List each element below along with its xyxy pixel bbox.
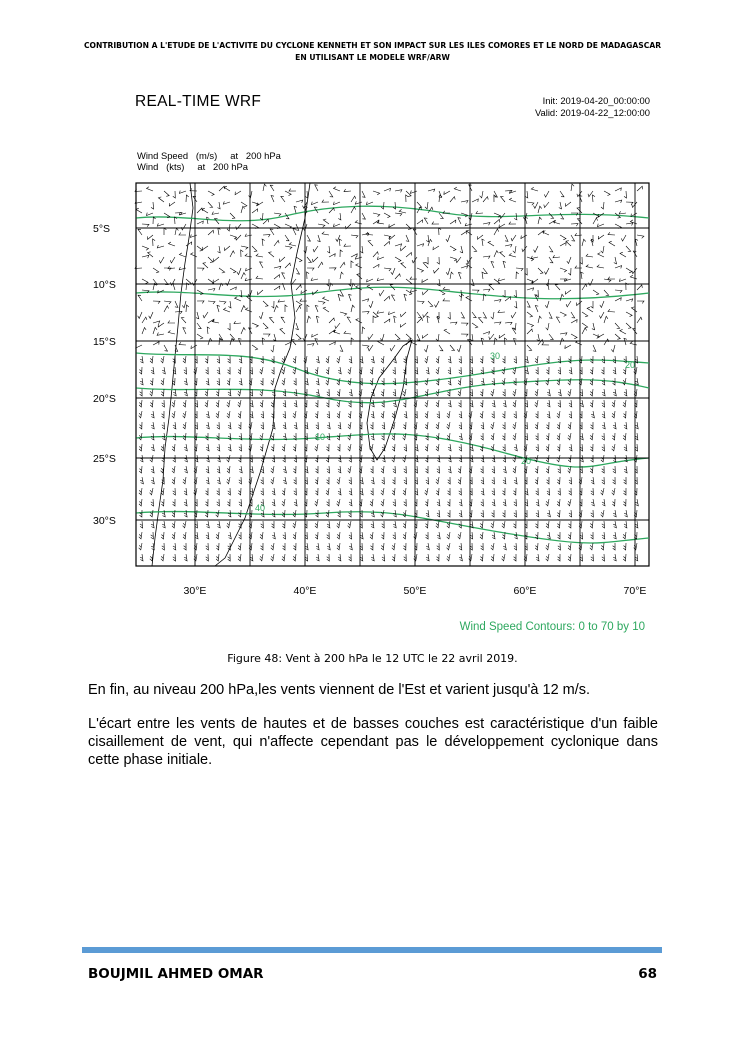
contour-legend: Wind Speed Contours: 0 to 70 by 10 [459,621,645,633]
document-header [60,40,685,64]
lat-tick-label: 25°S [93,453,116,465]
legend-wind-speed: Wind Speed (m/s) at 200 hPa [137,150,281,161]
lon-tick-label: 40°E [293,585,317,597]
contour-value-label: 10 [315,432,326,442]
footer-rule [82,947,662,953]
init-time: Init: 2019-04-20_00:00:00 [542,95,650,106]
lon-axis [184,585,647,597]
lat-tick-label: 15°S [93,336,116,348]
header-line-2: EN UTILISANT LE MODELE WRF/ARW [295,53,450,62]
lon-tick-label: 50°E [403,585,427,597]
wrf-figure [85,88,665,643]
lat-tick-label: 30°S [93,515,116,527]
page-number: 68 [638,966,657,982]
lat-axis [93,223,116,527]
wind-map [85,88,665,618]
paragraph-2: L'écart entre les vents de hautes et de basses couches est caractéristique d'un faible cisaillement de vent, qui n'affecte cependant pas le développement cyclonique dans cette phase initiale. [88,716,658,768]
figure-title: REAL-TIME WRF [135,93,262,110]
figure-caption: Figure 48: Vent à 200 hPa le 12 UTC le 22 avril 2019. [227,652,518,665]
lon-tick-label: 60°E [513,585,537,597]
valid-time: Valid: 2019-04-22_12:00:00 [534,107,650,118]
legend-wind: Wind (kts) at 200 hPa [137,161,248,172]
footer-author: BOUJMIL AHMED OMAR [88,966,264,982]
lat-tick-label: 20°S [93,393,116,405]
header-line-1: CONTRIBUTION A L'ETUDE DE L'ACTIVITE DU CYCLONE KENNETH ET SON IMPACT SUR LES ILES COMORES ET LE NORD DE MADAGASCAR [83,41,662,50]
contour-value-label: 20 [625,360,636,370]
contour-value-label: 40 [255,503,266,513]
contour-value-label: 30 [490,351,501,361]
lon-tick-label: 30°E [183,585,207,597]
contour-value-label: 20 [521,456,532,466]
paragraph-1: En fin, au niveau 200 hPa,les vents viennent de l'Est et varient jusqu'à 12 m/s. [88,682,591,698]
lat-tick-label: 10°S [93,279,116,291]
lat-tick-label: 5°S [93,223,111,235]
lon-tick-label: 70°E [623,585,647,597]
